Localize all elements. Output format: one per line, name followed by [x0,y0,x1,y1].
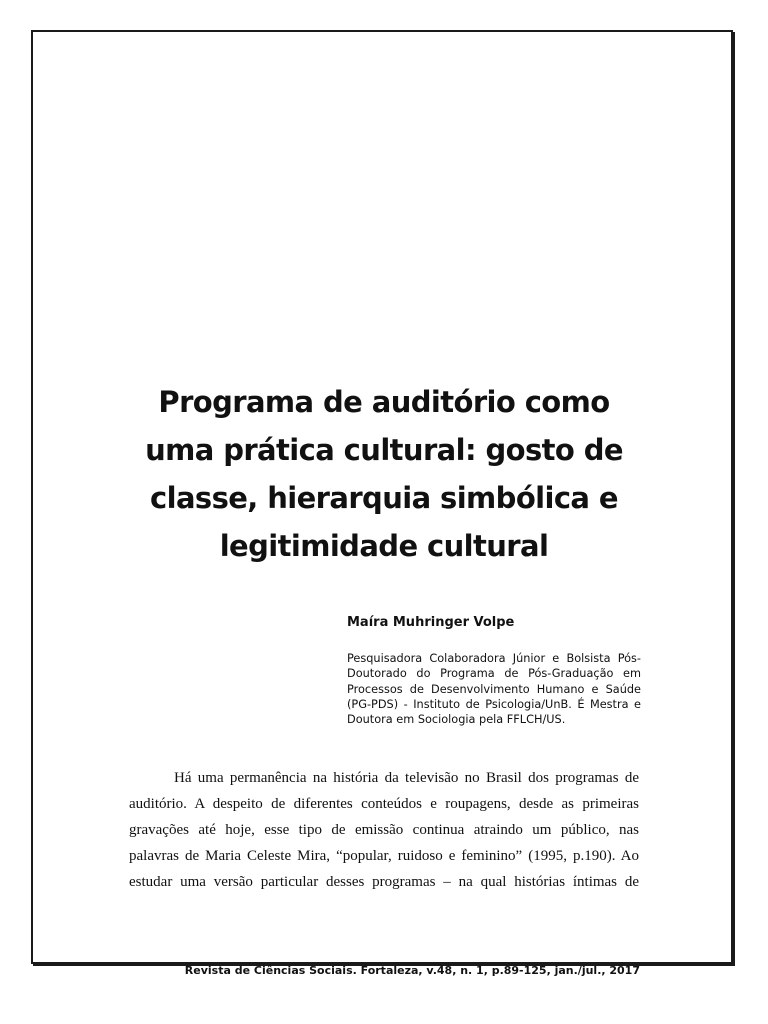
body-line: Há uma permanência na história da televisão no Brasil dos programas de [174,770,639,786]
affiliation-line: (PG-PDS) - Instituto de Psicologia/UnB. É Mestra e [347,697,641,711]
body-line: estudar uma versão particular desses programas – na qual histórias íntimas de [129,874,639,890]
title-line: legitimidade cultural [219,529,549,563]
journal-citation-footer: Revista de Ciências Sociais. Fortaleza, v.48, n. 1, p.89-125, jan./jul., 2017 [184,964,640,977]
affiliation-line: Pesquisadora Colaboradora Júnior e Bolsista Pós- [347,652,641,665]
body-paragraph [129,765,639,895]
body-line: auditório. A despeito de diferentes conteúdos e roupagens, desde as primeiras [129,796,639,812]
title-line: uma prática cultural: gosto de [145,433,623,467]
title-line: classe, hierarquia simbólica e [150,481,618,515]
author-name: Maíra Muhringer Volpe [347,615,515,630]
affiliation-line: Processos de Desenvolvimento Humano e Saúde [347,682,641,696]
affiliation-line: Doutorado do Programa de Pós-Graduação em [347,667,641,681]
article-title [100,378,668,570]
affiliation-line: Doutora em Sociologia pela FFLCH/US. [347,713,566,727]
body-line: gravações até hoje, esse tipo de emissão continua atraindo um público, nas [129,822,639,838]
body-line: palavras de Maria Celeste Mira, “popular, ruidoso e feminino” (1995, p.190). Ao [129,848,639,864]
title-line: Programa de auditório como [158,385,610,419]
author-affiliation [347,651,641,727]
